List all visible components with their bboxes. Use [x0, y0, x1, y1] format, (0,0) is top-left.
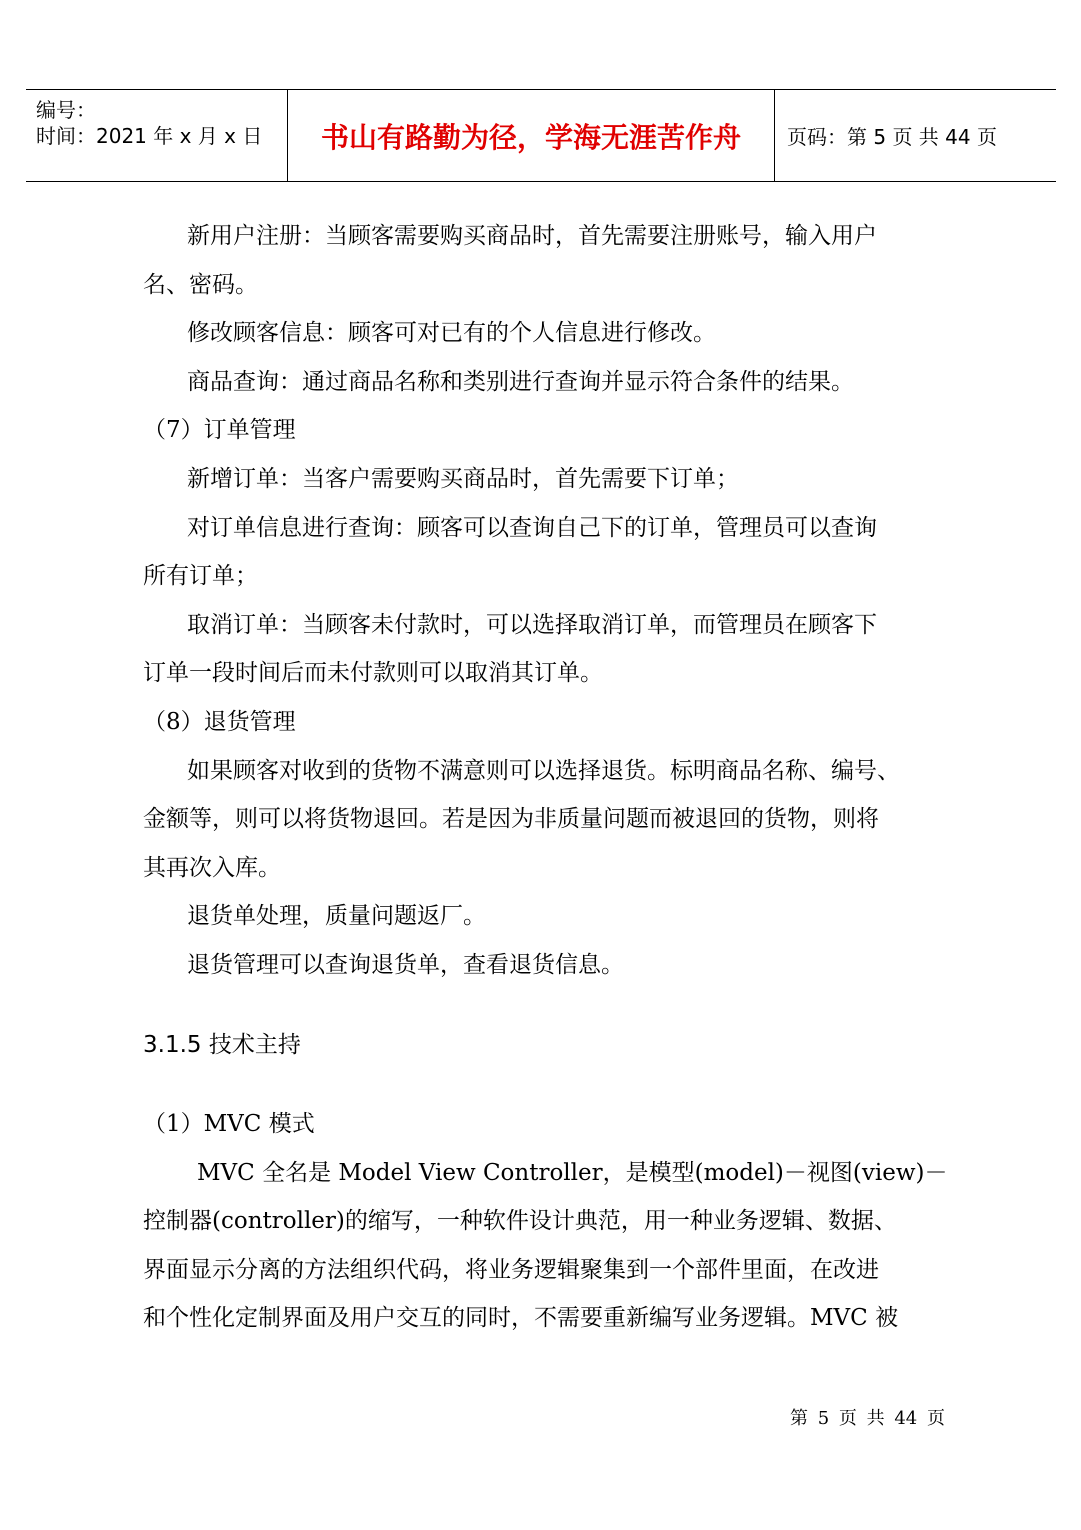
- page-footer: 第 5 页 共 44 页: [790, 1408, 945, 1429]
- paragraph-line: 新用户注册：当顾客需要购买商品时，首先需要注册账号，输入用户: [187, 223, 877, 249]
- paragraph-line: 新增订单：当客户需要购买商品时，首先需要下订单；: [187, 465, 739, 492]
- paragraph-line: 界面显示分离的方法组织代码，将业务逻辑聚集到一个部件里面，在改进: [143, 1256, 879, 1283]
- paragraph-line: 订单一段时间后而未付款则可以取消其订单。: [143, 660, 603, 687]
- paragraph-line: 所有订单；: [143, 563, 258, 590]
- header-motto-cell: [288, 90, 775, 181]
- document-body: [143, 212, 948, 1343]
- paragraph-line: 退货单处理，质量问题返厂。: [187, 903, 486, 930]
- paragraph-line: 商品查询：通过商品名称和类别进行查询并显示符合条件的结果。: [187, 368, 854, 395]
- subsection-title-order: （7）订单管理: [143, 417, 296, 444]
- subsection-title-mvc: （1）MVC 模式: [143, 1111, 315, 1138]
- paragraph-line: 控制器(controller)的缩写，一种软件设计典范，用一种业务逻辑、数据、: [143, 1208, 897, 1235]
- paragraph-line: 对订单信息进行查询：顾客可以查询自己下的订单，管理员可以查询: [187, 514, 877, 541]
- subsection-title-return: （8）退货管理: [143, 708, 296, 735]
- paragraph-line: 修改顾客信息：顾客可对已有的个人信息进行修改。: [187, 320, 716, 347]
- header-motto: 书山有路勤为径，学海无涯苦作舟: [320, 120, 741, 154]
- document-number-label: 编号：: [36, 98, 96, 122]
- paragraph-line: 其再次入库。: [143, 854, 281, 881]
- section-heading: 3.1.5 技术主持: [143, 1031, 301, 1058]
- paragraph-line: 退货管理可以查询退货单，查看退货信息。: [187, 951, 624, 978]
- header-page-info: 页码：第 5 页 共 44 页: [787, 125, 997, 149]
- paragraph-line: MVC 全名是 Model View Controller，是模型(model)－视图(view)－: [197, 1159, 948, 1186]
- paragraph-line: 和个性化定制界面及用户交互的同时，不需要重新编写业务逻辑。MVC 被: [143, 1305, 899, 1332]
- paragraph-line: 如果顾客对收到的货物不满意则可以选择退货。标明商品名称、编号、: [187, 757, 900, 784]
- paragraph-line: 取消订单：当顾客未付款时，可以选择取消订单，而管理员在顾客下: [187, 611, 877, 638]
- paragraph-line: 金额等，则可以将货物退回。若是因为非质量问题而被退回的货物，则将: [143, 806, 879, 833]
- page-header: [26, 89, 1056, 182]
- document-time-label: 时间：2021 年 x 月 x 日: [36, 124, 263, 148]
- paragraph-line: 名、密码。: [143, 271, 258, 298]
- header-meta-cell: [26, 90, 288, 181]
- header-page-cell: [775, 90, 1056, 181]
